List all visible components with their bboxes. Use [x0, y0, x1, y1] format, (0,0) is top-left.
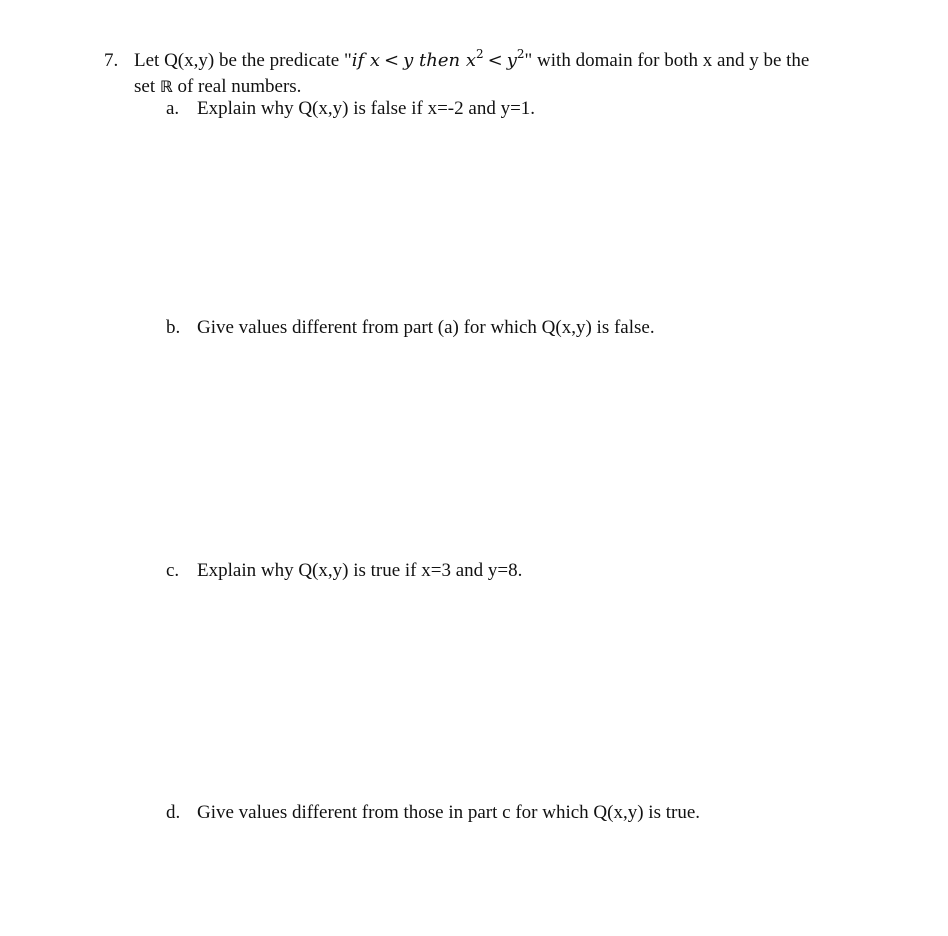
part-c-letter: c. — [166, 560, 180, 581]
part-a-letter: a. — [166, 98, 180, 119]
math-less-than-1: < — [384, 50, 400, 71]
intro-text-after-math: " with domain for both x and y be the — [524, 50, 810, 71]
math-less-than-2: < — [487, 50, 503, 71]
part-a — [166, 96, 535, 122]
math-x-squared: $x^2$ — [465, 47, 484, 71]
part-b-text: Give values different from part (a) for which Q(x,y) is false. — [197, 317, 655, 338]
part-a-text: Explain why Q(x,y) is false if x=-2 and y=1. — [197, 98, 536, 119]
math-then: then — [419, 50, 461, 71]
math-y-exponent: 2 — [516, 47, 525, 61]
line2-suffix: of real numbers. — [172, 76, 302, 97]
question-stem — [134, 48, 924, 100]
question-number: 7. — [104, 50, 119, 71]
part-d — [166, 800, 700, 826]
line2-prefix: set — [134, 76, 160, 97]
math-x-exponent: 2 — [476, 47, 484, 61]
part-c-text: Explain why Q(x,y) is true if x=3 and y=8. — [197, 560, 523, 581]
math-y-squared: $y^2$ — [506, 47, 525, 71]
math-if: if — [351, 50, 365, 71]
part-d-letter: d. — [166, 802, 181, 823]
part-d-text: Give values different from those in part c for which Q(x,y) is true. — [197, 802, 700, 823]
part-b-letter: b. — [166, 317, 181, 338]
predicate-math — [351, 47, 525, 71]
question-line-1 — [134, 48, 924, 74]
math-y: y — [403, 50, 414, 71]
part-b — [166, 315, 655, 341]
math-x: x — [369, 50, 381, 71]
real-numbers-symbol: ℝ — [159, 77, 173, 96]
intro-text-before-math: Let Q(x,y) be the predicate " — [134, 50, 352, 71]
part-c — [166, 558, 522, 584]
